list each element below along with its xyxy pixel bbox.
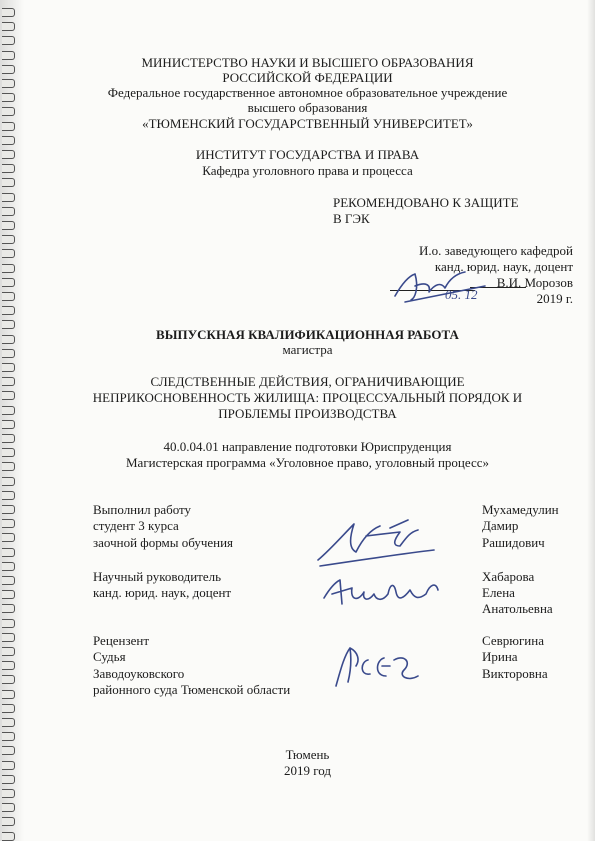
binding-ring: [2, 576, 15, 585]
author-role-3: заочной формы обучения: [93, 535, 234, 550]
institute-name: ИНСТИТУТ ГОСУДАРСТВА И ПРАВА: [195, 147, 420, 162]
footer-year: 2019 год: [284, 763, 331, 778]
binding-ring: [2, 434, 15, 443]
reviewer-surname: Севрюгина: [482, 633, 544, 648]
author-role-1: Выполнил работу: [93, 502, 192, 517]
binding-ring: [2, 164, 15, 173]
binding-ring: [2, 349, 15, 358]
binding-ring: [2, 562, 15, 571]
head-signature: [385, 262, 495, 308]
binding-ring: [2, 746, 15, 755]
reviewer-role-4: районного суда Тюменской области: [93, 682, 291, 697]
author-firstname: Дамир: [482, 518, 519, 533]
binding-ring: [2, 264, 15, 273]
binding-ring: [2, 107, 15, 116]
work-level: магистра: [282, 342, 333, 357]
binding-ring: [2, 136, 15, 145]
binding-ring: [2, 647, 15, 656]
binding-ring: [2, 789, 15, 798]
reviewer-firstname: Ирина: [482, 649, 518, 664]
binding-ring: [2, 249, 15, 258]
binding-ring: [2, 150, 15, 159]
binding-ring: [2, 221, 15, 230]
author-patronymic: Рашидович: [482, 535, 545, 550]
binding-ring: [2, 306, 15, 315]
program-line: Магистерская программа «Уголовное право, уголовный процесс»: [125, 455, 490, 470]
binding-ring: [2, 207, 15, 216]
binding-ring: [2, 462, 15, 471]
binding-ring: [2, 533, 15, 542]
binding-ring: [2, 278, 15, 287]
binding-ring: [2, 193, 15, 202]
reviewer-role-2: Судья: [93, 649, 126, 664]
binding-ring: [2, 335, 15, 344]
topic-line-3: ПРОБЛЕМЫ ПРОИЗВОДСТВА: [218, 406, 397, 421]
binding-ring: [2, 817, 15, 826]
binding-ring: [2, 391, 15, 400]
binding-ring: [2, 377, 15, 386]
spiral-binding: [0, 0, 20, 841]
supervisor-patronymic: Анатольевна: [482, 601, 553, 616]
binding-ring: [2, 491, 15, 500]
reviewer-role-1: Рецензент: [93, 633, 150, 648]
binding-ring: [2, 36, 15, 45]
ministry-line-1: МИНИСТЕРСТВО НАУКИ И ВЫСШЕГО ОБРАЗОВАНИЯ: [141, 55, 474, 70]
scan-shadow-right: [587, 0, 595, 841]
binding-ring: [2, 292, 15, 301]
binding-ring: [2, 832, 15, 841]
head-degree: канд. юрид. наук, доцент: [434, 259, 573, 274]
binding-ring: [2, 718, 15, 727]
binding-ring: [2, 675, 15, 684]
head-name: В.И. Морозов: [496, 275, 573, 290]
binding-ring: [2, 406, 15, 415]
binding-ring: [2, 704, 15, 713]
binding-ring: [2, 178, 15, 187]
supervisor-role-2: канд. юрид. наук, доцент: [93, 585, 232, 600]
institution-line-2: высшего образования: [247, 100, 368, 115]
author-role-2: студент 3 курса: [93, 518, 179, 533]
head-position: И.о. заведующего кафедрой: [418, 243, 573, 258]
binding-ring: [2, 661, 15, 670]
department-name: Кафедра уголовного права и процесса: [202, 163, 413, 178]
binding-ring: [2, 548, 15, 557]
recommended-line-1: РЕКОМЕНДОВАНО К ЗАЩИТЕ: [333, 195, 519, 210]
direction-line: 40.0.04.01 направление подготовки Юриспруденция: [163, 439, 452, 454]
binding-ring: [2, 477, 15, 486]
binding-ring: [2, 448, 15, 457]
recommended-line-2: В ГЭК: [333, 211, 370, 226]
binding-ring: [2, 633, 15, 642]
reviewer-role-3: Заводоуковского: [93, 666, 185, 681]
binding-ring: [2, 22, 15, 31]
author-surname: Мухамедулин: [482, 502, 559, 517]
handwritten-date: 05. 12: [445, 287, 478, 302]
topic-line-1: СЛЕДСТВЕННЫЕ ДЕЙСТВИЯ, ОГРАНИЧИВАЮЩИЕ: [150, 374, 465, 389]
binding-ring: [2, 51, 15, 60]
binding-ring: [2, 761, 15, 770]
binding-ring: [2, 732, 15, 741]
supervisor-signature: [318, 570, 448, 620]
author-signature: [310, 510, 440, 570]
institution-line-1: Федеральное государственное автономное образовательное учреждение: [107, 85, 508, 100]
binding-ring: [2, 363, 15, 372]
topic-line-2: НЕПРИКОСНОВЕННОСТЬ ЖИЛИЩА: ПРОЦЕССУАЛЬНЫЙ ПОРЯДОК И: [92, 390, 523, 405]
binding-ring: [2, 619, 15, 628]
binding-ring: [2, 604, 15, 613]
approval-year: 2019 г.: [536, 291, 573, 306]
university-name: «ТЮМЕНСКИЙ ГОСУДАРСТВЕННЫЙ УНИВЕРСИТЕТ»: [142, 116, 473, 131]
binding-ring: [2, 93, 15, 102]
binding-ring: [2, 320, 15, 329]
binding-ring: [2, 8, 15, 17]
binding-ring: [2, 235, 15, 244]
ministry-line-2: РОССИЙСКОЙ ФЕДЕРАЦИИ: [222, 70, 393, 85]
binding-ring: [2, 122, 15, 131]
supervisor-firstname: Елена: [482, 585, 515, 600]
work-type: ВЫПУСКНАЯ КВАЛИФИКАЦИОННАЯ РАБОТА: [156, 327, 459, 342]
binding-ring: [2, 690, 15, 699]
reviewer-patronymic: Викторовна: [482, 666, 548, 681]
binding-ring: [2, 590, 15, 599]
supervisor-surname: Хабарова: [482, 569, 535, 584]
binding-ring: [2, 65, 15, 74]
binding-ring: [2, 420, 15, 429]
binding-ring: [2, 505, 15, 514]
binding-ring: [2, 79, 15, 88]
binding-ring: [2, 775, 15, 784]
reviewer-signature: [328, 636, 428, 696]
supervisor-role-1: Научный руководитель: [93, 569, 222, 584]
footer-city: Тюмень: [285, 747, 330, 762]
binding-ring: [2, 519, 15, 528]
binding-ring: [2, 803, 15, 812]
